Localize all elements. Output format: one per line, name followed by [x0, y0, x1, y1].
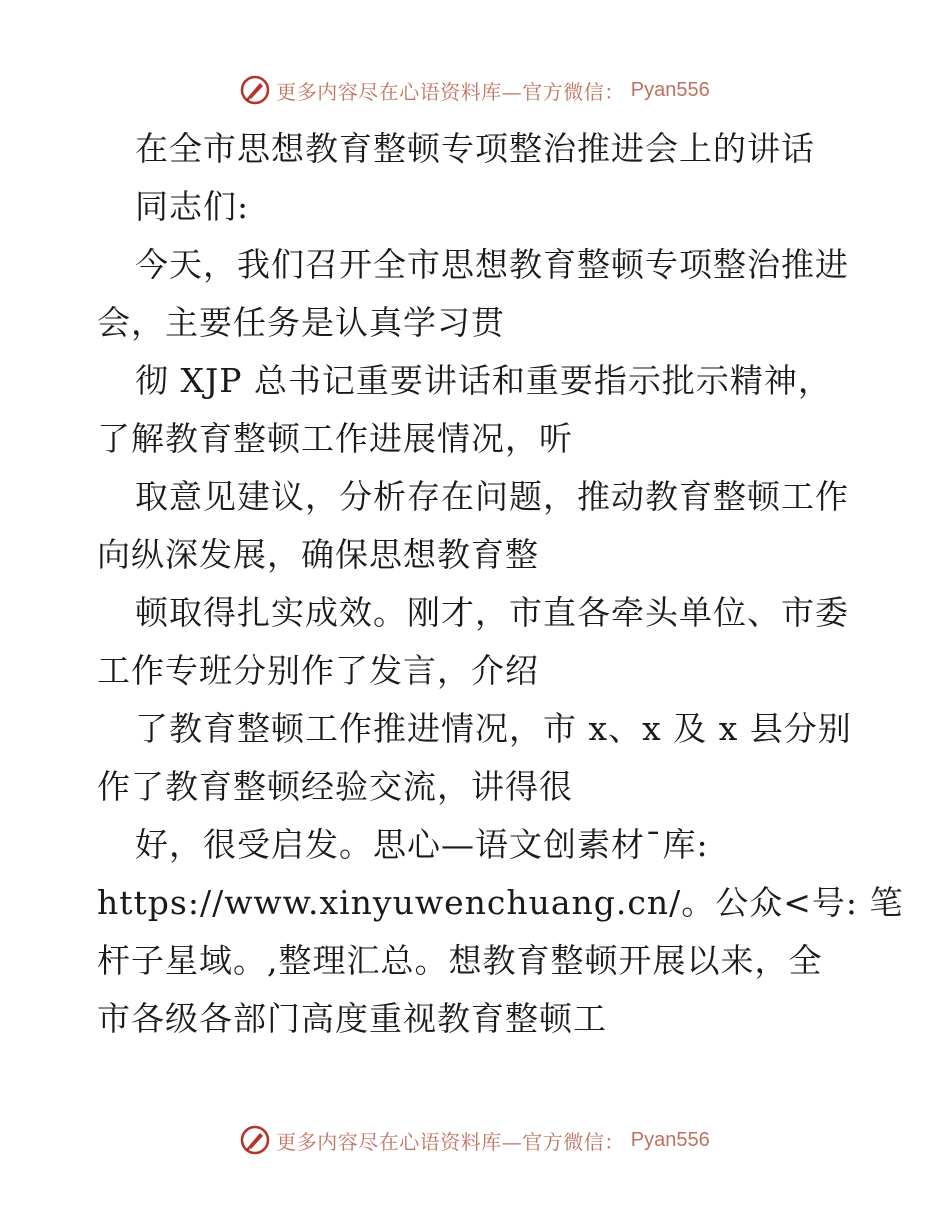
- footer-wechat-id: Pyan556: [630, 1128, 710, 1151]
- paragraph-line: 今天，我们召开全市思想教育整顿专项整治推进: [135, 245, 849, 284]
- footer-brand-bar: [0, 1120, 950, 1160]
- paragraph-line: 杆子星域。,整理汇总。想教育整顿开展以来，全: [97, 941, 823, 980]
- paragraph-line: 取意见建议，分析存在问题，推动教育整顿工作: [135, 477, 849, 516]
- paragraph-line: 作了教育整顿经验交流，讲得很: [97, 767, 573, 806]
- paragraph-line: 彻 XJP 总书记重要讲话和重要指示批示精神，: [135, 361, 832, 400]
- header-wechat-id: Pyan556: [630, 78, 710, 101]
- document-body: [97, 120, 904, 1048]
- header-brand-text: 更多内容尽在心语资料库—官方微信：: [276, 79, 625, 104]
- paragraph-line: 会，主要任务是认真学习贯: [97, 303, 505, 342]
- paragraph-line: 好，很受启发。思心—语文创素材¯库:: [135, 825, 709, 864]
- quill-pen-logo-icon: [240, 1125, 270, 1155]
- paragraph-line: 市各级各部门高度重视教育整顿工: [97, 999, 607, 1038]
- paragraph-line: 了解教育整顿工作进展情况，听: [97, 419, 573, 458]
- footer-brand-text: 更多内容尽在心语资料库—官方微信：: [276, 1129, 625, 1154]
- paragraph-line: 工作专班分别作了发言，介绍: [97, 651, 539, 690]
- header-brand-bar: [0, 70, 950, 110]
- paragraph-line: 向纵深发展，确保思想教育整: [97, 535, 539, 574]
- paragraph-line-url: https://www.xinyuwenchuang.cn/。公众<号: 笔: [97, 883, 904, 922]
- document-title: 在全市思想教育整顿专项整治推进会上的讲话: [135, 129, 815, 168]
- paragraph-line: 顿取得扎实成效。刚才，市直各牵头单位、市委: [135, 593, 849, 632]
- salutation: 同志们:: [135, 187, 250, 226]
- paragraph-line: 了教育整顿工作推进情况，市 x、x 及 x 县分别: [135, 709, 852, 748]
- quill-pen-logo-icon: [240, 75, 270, 105]
